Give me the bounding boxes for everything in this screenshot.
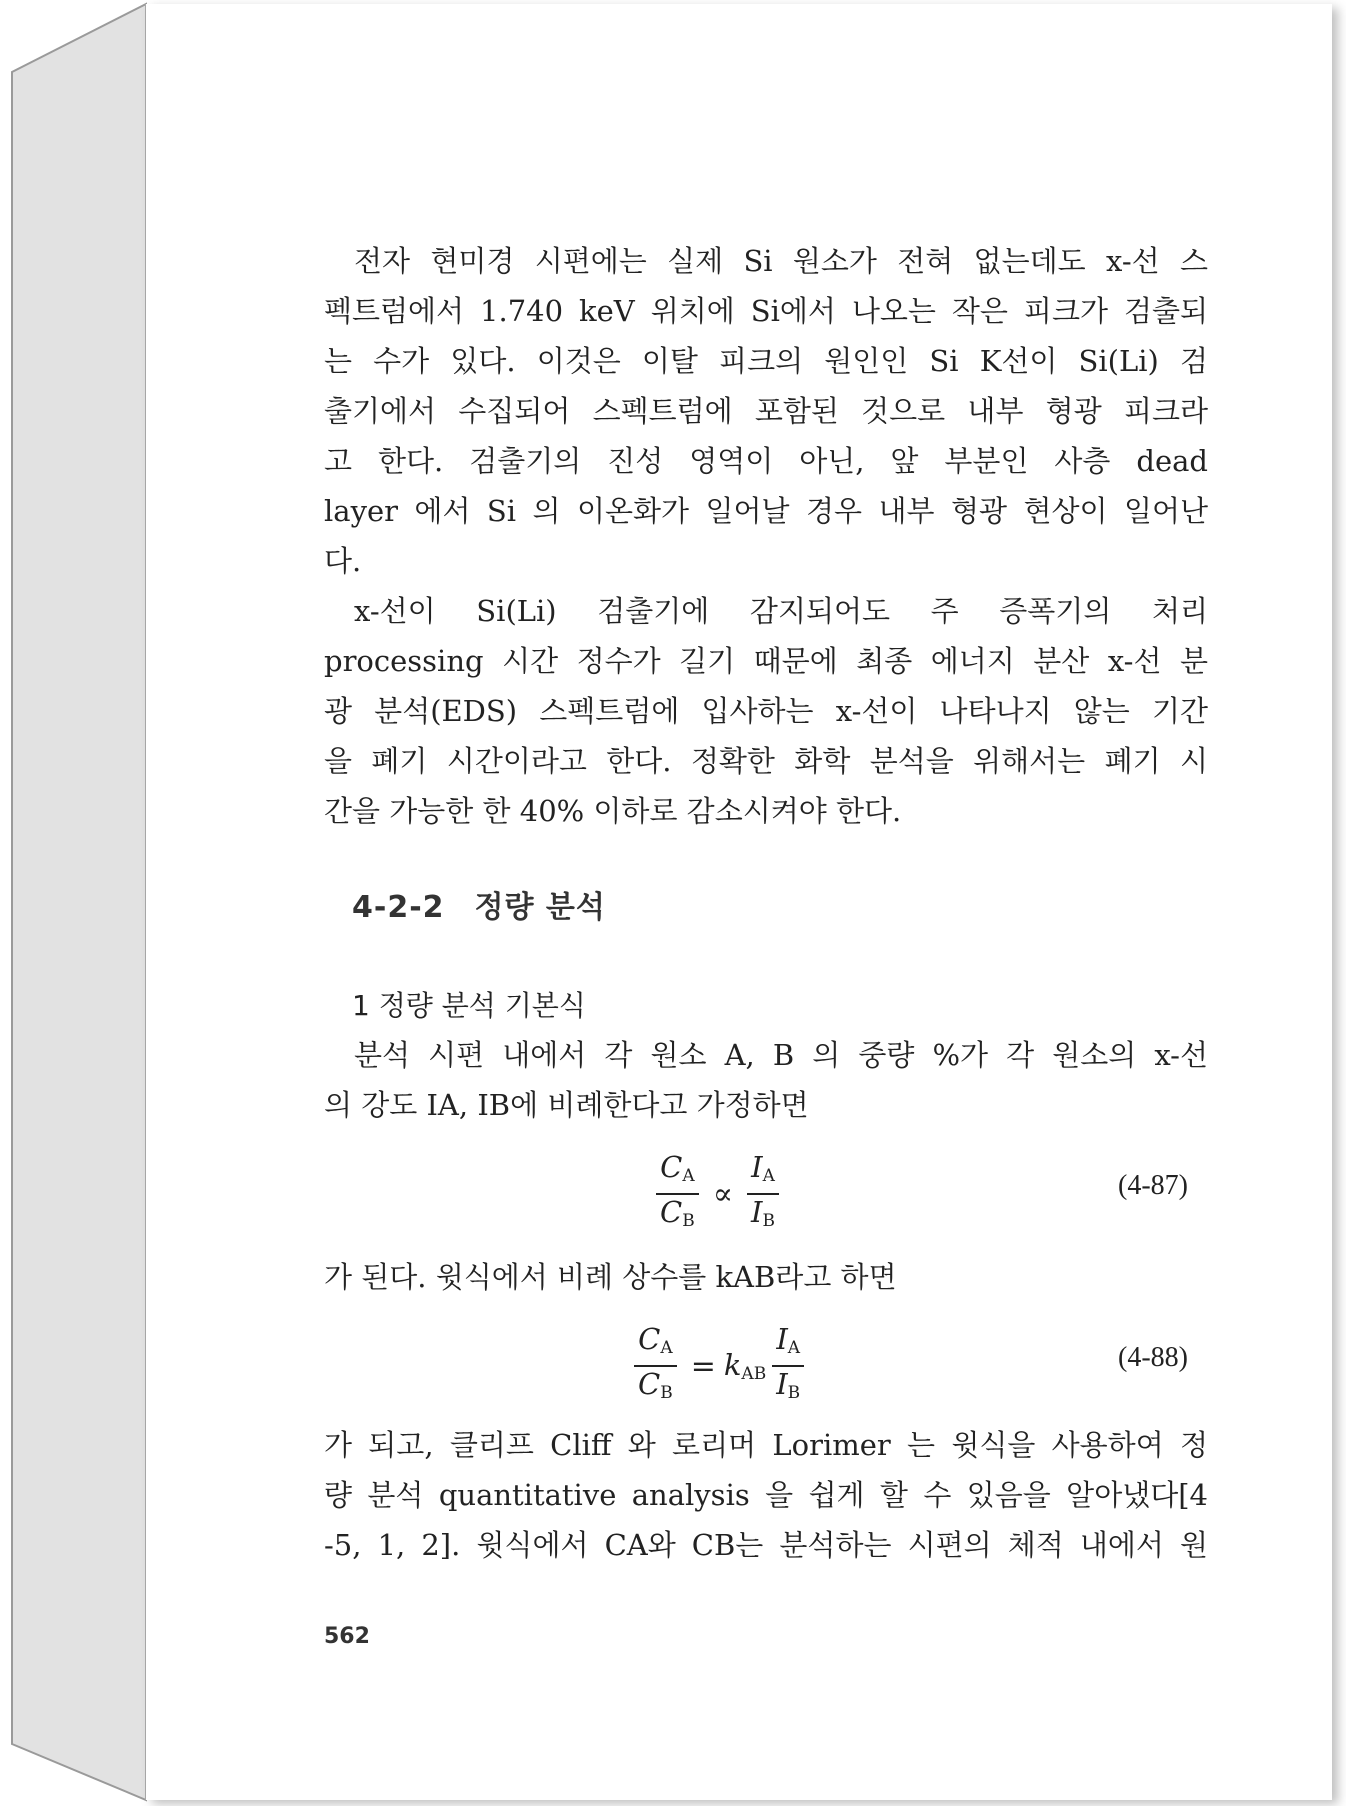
equation-number: (4-88): [1118, 1342, 1188, 1373]
text-line: 전자 현미경 시편에는 실제 Si 원소가 전혀 없는데도 x-선 스: [354, 244, 1208, 278]
text-line: 출기에서 수집되어 스펙트럼에 포함된 것으로 내부 형광 피크라: [324, 394, 1208, 428]
paragraph-cliff-lorimer: [324, 1420, 1208, 1570]
subsection-heading: 1 정량 분석 기본식: [352, 989, 586, 1022]
text-line: 량 분석 quantitative analysis 을 쉽게 할 수 있음을 알아냈다[4: [324, 1478, 1208, 1512]
section-title: 정량 분석: [474, 890, 606, 925]
fraction-intensity: $\frac{I_A}{I_B}$: [772, 1322, 804, 1410]
fraction-concentration: $\frac{C_A}{C_B}$: [656, 1150, 699, 1238]
text-line: 을 폐기 시간이라고 한다. 정확한 화학 분석을 위해서는 폐기 시: [324, 744, 1208, 778]
section-heading: [352, 882, 606, 926]
section-number: 4-2-2: [352, 890, 445, 925]
text-line: 는 수가 있다. 이것은 이탈 피크의 원인인 Si K선이 Si(Li) 검: [324, 344, 1208, 378]
fraction-concentration: $\frac{C_A}{C_B}$: [634, 1322, 677, 1410]
text-line: 고 한다. 검출기의 진성 영역이 아닌, 앞 부분인 사층 dead: [324, 444, 1208, 478]
text-line: 분석 시편 내에서 각 원소 A, B 의 중량 %가 각 원소의 x-선: [354, 1038, 1208, 1072]
paragraph-internal-fluorescence: [324, 236, 1208, 586]
text-line: -5, 1, 2]. 윗식에서 CA와 CB는 분석하는 시편의 체적 내에서 원: [324, 1528, 1208, 1562]
page-number: 562: [324, 1624, 370, 1649]
text-line: 광 분석(EDS) 스펙트럼에 입사하는 x-선이 나타나지 않는 기간: [324, 694, 1208, 728]
text-line: 가 된다. 윗식에서 비례 상수를 kAB라고 하면: [324, 1260, 897, 1294]
k-factor: $k_{AB}$: [723, 1348, 767, 1384]
text-line: 가 되고, 클리프 Cliff 와 로리머 Lorimer 는 윗식을 사용하여 정: [324, 1428, 1208, 1462]
equals-operator: =: [690, 1348, 716, 1384]
proportional-operator: ∝: [712, 1176, 734, 1212]
paragraph-basic-equation: [324, 1030, 1208, 1130]
paragraph-proportionality: [324, 1252, 1208, 1302]
equation-4-87: [650, 1150, 785, 1238]
text-line: x-선이 Si(Li) 검출기에 감지되어도 주 증폭기의 처리: [354, 594, 1208, 628]
text-line: 다.: [324, 544, 362, 578]
text-line: 간을 가능한 한 40% 이하로 감소시켜야 한다.: [324, 794, 902, 828]
text-line: 펙트럼에서 1.740 keV 위치에 Si에서 나오는 작은 피크가 검출되: [324, 294, 1208, 328]
text-line: processing 시간 정수가 길기 때문에 최종 에너지 분산 x-선 분: [324, 644, 1208, 678]
equation-number: (4-87): [1118, 1170, 1188, 1201]
text-line: 의 강도 IA, IB에 비례한다고 가정하면: [324, 1088, 809, 1122]
text-line: layer 에서 Si 의 이온화가 일어날 경우 내부 형광 현상이 일어난: [324, 494, 1208, 528]
equation-4-88: [628, 1322, 810, 1410]
paragraph-dead-time: [324, 586, 1208, 836]
fraction-intensity: $\frac{I_A}{I_B}$: [747, 1150, 779, 1238]
